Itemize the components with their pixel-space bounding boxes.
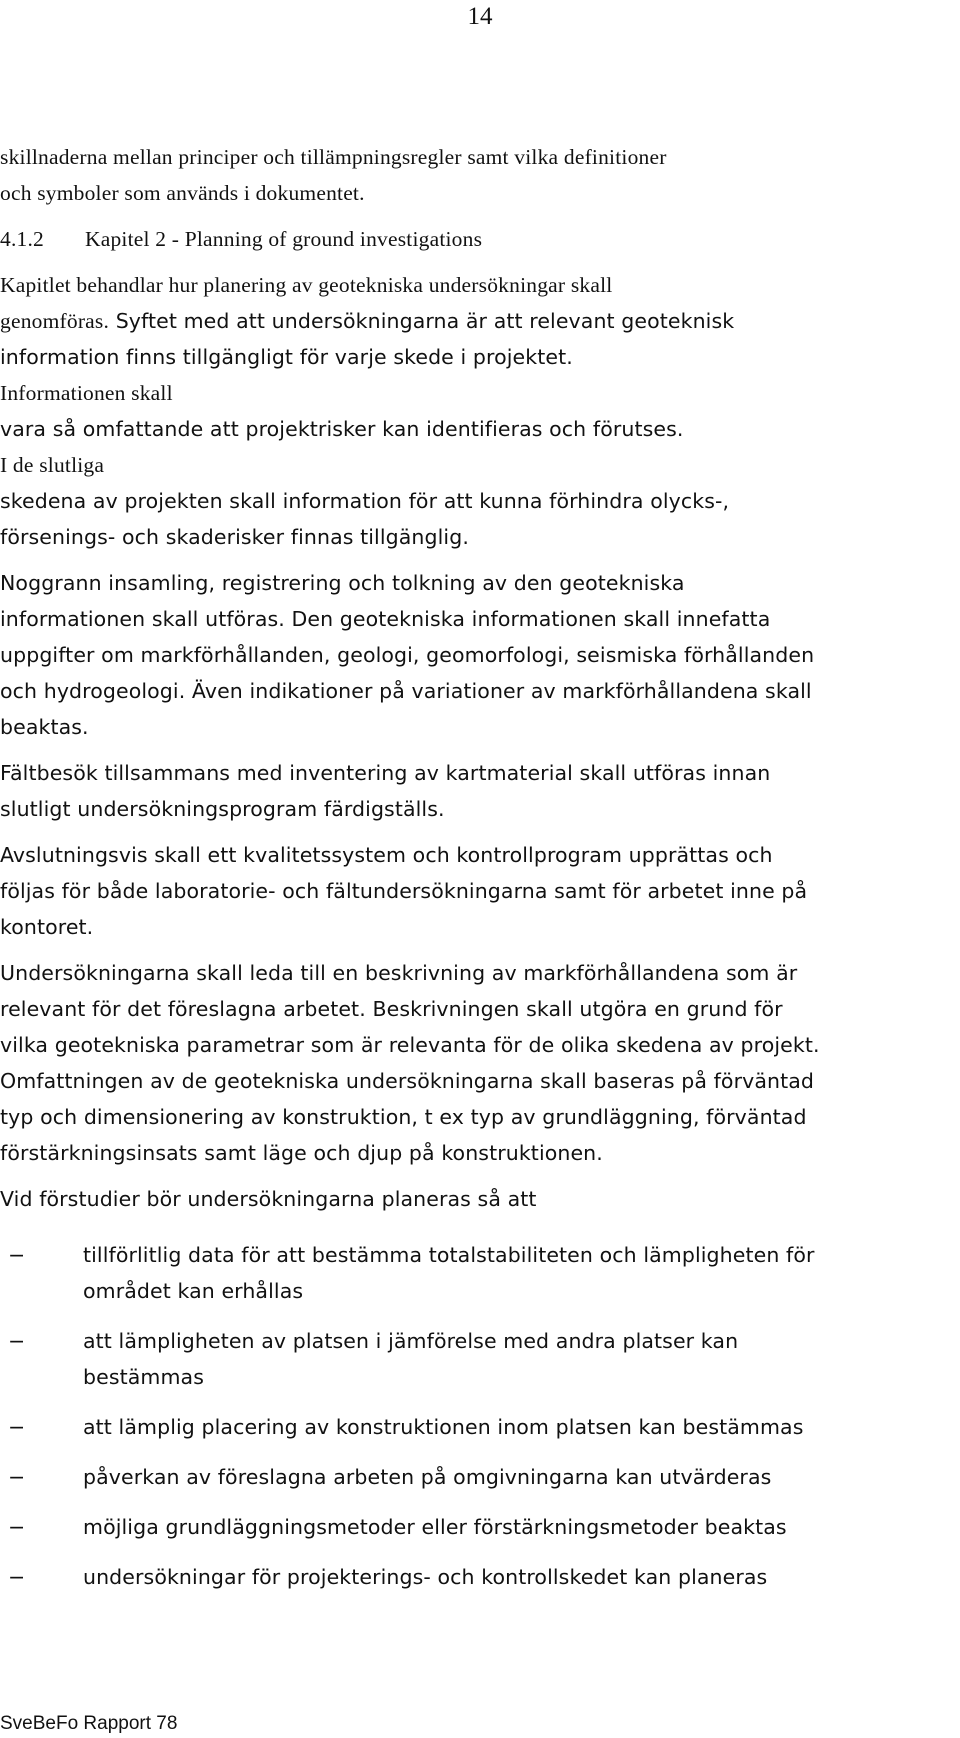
text-span: Även indikationer på variationer av markförhållandena skall xyxy=(185,679,812,703)
list-item-text: bestämmas xyxy=(83,1365,204,1389)
text-span: Den geotekniska informationen skall innefatta xyxy=(284,607,771,631)
text-line: Noggrann insamling, registrering och tolkning av den geotekniska xyxy=(0,571,685,595)
text-line: vilka geotekniska parametrar som är relevanta för de olika skedena av projekt. xyxy=(0,1033,820,1057)
text-line: Fältbesök tillsammans med inventering av kartmaterial skall utföras innan xyxy=(0,761,771,785)
text-line: typ och dimensionering av konstruktion, t ex typ av grundläggning, förväntad xyxy=(0,1105,807,1129)
dash-bullet-icon: − xyxy=(8,1415,26,1439)
text-span: I de slutliga xyxy=(0,453,105,477)
dash-bullet-icon: − xyxy=(8,1243,26,1267)
list-item-text: tillförlitlig data för att bestämma totalstabiliteten och lämpligheten för xyxy=(83,1243,815,1267)
text-line: Undersökningarna skall leda till en beskrivning av markförhållandena som är xyxy=(0,961,798,985)
list-item xyxy=(0,1559,960,1595)
list-item xyxy=(0,1323,960,1395)
list-item xyxy=(0,1237,960,1309)
intro-paragraph xyxy=(0,139,960,211)
section-heading xyxy=(0,221,960,257)
paragraph-3 xyxy=(0,755,960,827)
section-title: Kapitel 2 - Planning of ground investigations xyxy=(85,227,483,251)
text-line: Omfattningen av de geotekniska undersökningarna skall baseras på förväntad xyxy=(0,1069,814,1093)
list-intro: Vid förstudier bör undersökningarna planeras så att xyxy=(0,1187,537,1211)
dash-bullet-icon: − xyxy=(8,1565,26,1589)
dash-bullet-icon: − xyxy=(8,1329,26,1353)
document-body xyxy=(0,139,960,1609)
text-span: Beskrivningen skall utgöra en grund för xyxy=(365,997,783,1021)
text-line: Avslutningsvis skall ett kvalitetssystem och kontrollprogram upprättas och xyxy=(0,843,773,867)
paragraph-1 xyxy=(0,267,960,555)
list-item-text: undersökningar för projekterings- och kontrollskedet kan planeras xyxy=(83,1565,768,1589)
list-item-text: möjliga grundläggningsmetoder eller förstärkningsmetoder beaktas xyxy=(83,1515,787,1539)
text-line: skillnaderna mellan principer och tillämpningsregler samt vilka definitioner xyxy=(0,145,667,169)
text-line: försenings- och skaderisker finnas tillgänglig. xyxy=(0,525,469,549)
text-line: förstärkningsinsats samt läge och djup på konstruktionen. xyxy=(0,1141,603,1165)
dash-bullet-icon: − xyxy=(8,1465,26,1489)
bullet-list xyxy=(0,1237,960,1595)
text-line: Kapitlet behandlar hur planering av geotekniska undersökningar skall xyxy=(0,273,613,297)
paragraph-4 xyxy=(0,837,960,945)
text-span: informationen skall utföras. xyxy=(0,607,285,631)
section-number: 4.1.2 xyxy=(0,227,44,251)
text-line: uppgifter om markförhållanden, geologi, geomorfologi, seismiska förhållanden xyxy=(0,643,815,667)
text-line: kontoret. xyxy=(0,915,94,939)
list-item xyxy=(0,1409,960,1445)
paragraph-2 xyxy=(0,565,960,745)
list-item-text: att lämplig placering av konstruktionen inom platsen kan bestämmas xyxy=(83,1415,804,1439)
list-item xyxy=(0,1509,960,1545)
text-line: och symboler som används i dokumentet. xyxy=(0,181,365,205)
dash-bullet-icon: − xyxy=(8,1515,26,1539)
list-item-text: påverkan av föreslagna arbeten på omgivningarna kan utvärderas xyxy=(83,1465,772,1489)
text-span: genomföras. xyxy=(0,309,110,333)
text-line: följas för både laboratorie- och fältundersökningarna samt för arbetet inne på xyxy=(0,879,808,903)
text-line: slutligt undersökningsprogram färdigställs. xyxy=(0,797,445,821)
text-line: skedena av projekten skall information för att kunna förhindra olycks-, xyxy=(0,489,730,513)
text-line: information finns tillgängligt för varje skede i projektet. xyxy=(0,345,573,369)
page-number: 14 xyxy=(467,3,493,30)
paragraph-5 xyxy=(0,955,960,1171)
list-item-text: området kan erhållas xyxy=(83,1279,304,1303)
report-footer: SveBeFo Rapport 78 xyxy=(0,1713,178,1734)
list-item-text: att lämpligheten av platsen i jämförelse med andra platser kan xyxy=(83,1329,739,1353)
list-item xyxy=(0,1459,960,1495)
text-span: Informationen skall xyxy=(0,381,173,405)
text-span: Syftet med att undersökningarna är att relevant geoteknisk xyxy=(109,309,735,333)
text-line: beaktas. xyxy=(0,715,89,739)
text-span: och hydrogeologi. xyxy=(0,679,186,703)
text-span: relevant för det föreslagna arbetet. xyxy=(0,997,366,1021)
text-line: vara så omfattande att projektrisker kan identifieras och förutses. xyxy=(0,417,684,441)
